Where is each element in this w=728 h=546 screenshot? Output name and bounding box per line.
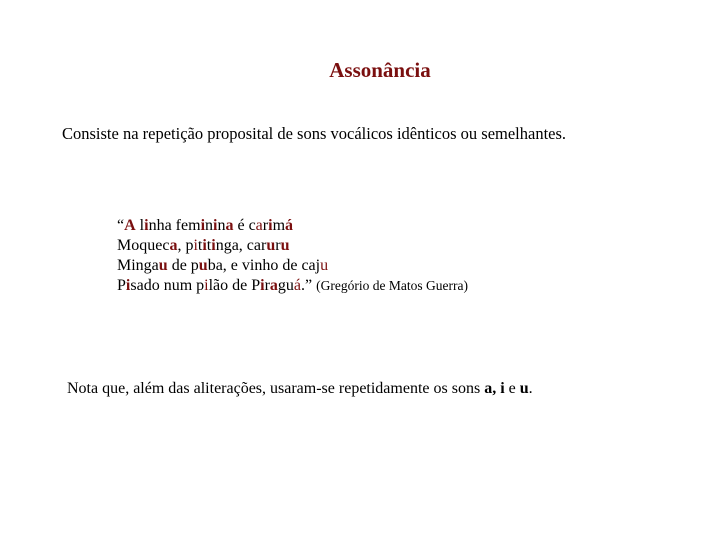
poem-line [117,236,468,256]
poem-text: Moquec [117,237,170,254]
poem-line [117,216,468,236]
poem-text: t [206,237,212,254]
poem-vowel: u [280,237,290,254]
poem-vowel: u [266,237,276,254]
definition-text: Consiste na repetição proposital de sons vocálicos idênticos ou semelhantes. [62,124,567,143]
poem-vowel: i [268,217,273,234]
poem-vowel: i [200,217,206,234]
poem-block [117,216,468,296]
poem-text: nga, car [215,237,267,254]
poem-vowel: u [320,257,329,274]
poem-vowel: i [213,217,218,234]
note-suffix: . [528,380,533,397]
poem-vowel: a [225,217,234,234]
poem-text: gu [277,277,294,294]
poem-vowel: a [269,277,278,294]
poem-text: r [262,217,269,234]
note-text [67,380,533,398]
poem-vowel: A [124,217,136,234]
poem-author: (Gregório de Matos Guerra) [316,278,468,293]
poem-text: m [272,217,286,234]
poem-text: r [264,277,270,294]
poem-text: , p [177,237,194,254]
poem-text: ba, e vinho de caj [207,257,321,274]
poem-text: r [275,237,281,254]
poem-text: t [197,237,203,254]
poem-line [117,256,468,276]
poem-text: P [117,277,126,294]
poem-vowel: i [202,237,207,254]
poem-vowel: i [193,237,198,254]
page-title: Assonância [329,58,431,82]
poem-text: Minga [117,257,159,274]
note-connector: e [504,380,520,397]
poem-text: sado num p [130,277,205,294]
poem-vowel: u [158,257,168,274]
poem-vowel: i [144,217,149,234]
poem-text: “ [117,217,125,234]
note-prefix: Nota que, além das aliterações, usaram-se repetidamente os sons [67,380,485,397]
poem-text: é c [233,217,256,234]
poem-vowel: á [293,277,302,294]
poem-vowel: u [198,257,208,274]
poem-text: lão de P [208,277,261,294]
note-vowels-ai: a, i [484,380,505,397]
poem-vowel: á [285,217,294,234]
poem-text: .” [301,277,313,294]
poem-text: l [135,217,145,234]
poem-text: nha fem [148,217,201,234]
note-vowel-u: u [519,380,529,397]
poem-text: de p [167,257,199,274]
poem-vowel: a [255,217,263,234]
poem-vowel: a [169,237,178,254]
poem-vowel: i [211,237,216,254]
poem-vowel: i [260,277,265,294]
poem-text: n [217,217,226,234]
poem-line [117,276,468,296]
poem-vowel: i [204,277,209,294]
poem-vowel: i [125,277,131,294]
poem-text: n [205,217,214,234]
